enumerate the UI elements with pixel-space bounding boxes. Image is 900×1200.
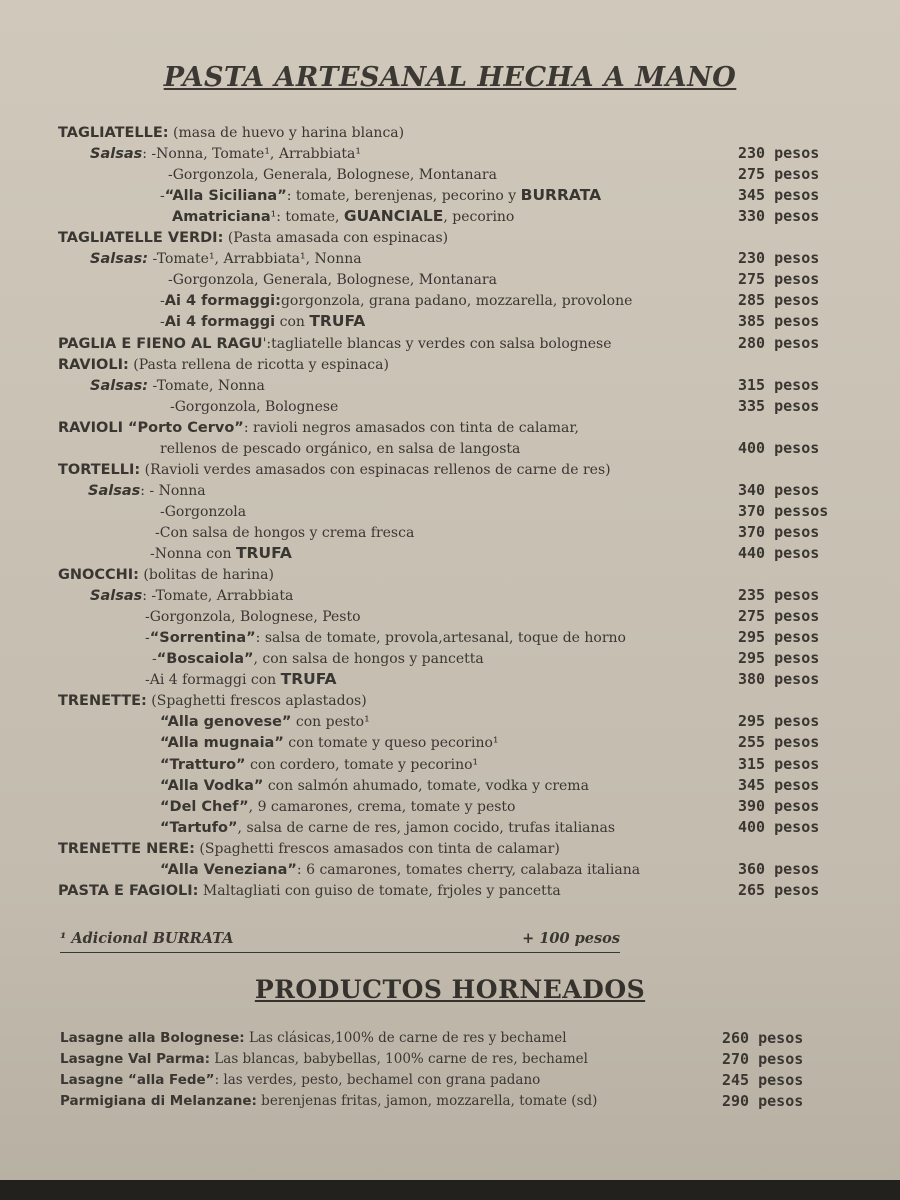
item-description: -Con salsa de hongos y crema fresca bbox=[155, 524, 415, 541]
menu-item-text bbox=[160, 796, 515, 818]
menu-item-text bbox=[88, 480, 206, 502]
item-price: 370 pessos bbox=[738, 501, 829, 520]
menu-item-text bbox=[58, 227, 448, 249]
menu-item-row bbox=[0, 206, 900, 227]
menu-item-text bbox=[160, 817, 615, 839]
item-name: “Alla Vodka” bbox=[160, 777, 264, 794]
item-description: (Pasta amasada con espinacas) bbox=[223, 230, 449, 247]
item-description: : ravioli negros amasados con tinta de calamar, bbox=[243, 419, 579, 436]
item-price: 345 pesos bbox=[738, 775, 820, 794]
item-price: 230 pesos bbox=[738, 144, 820, 163]
baked-item-name: Parmigiana di Melanzane: bbox=[60, 1093, 257, 1109]
menu-item-text bbox=[58, 880, 561, 902]
item-description: ¹: tomate, bbox=[270, 209, 344, 226]
item-description: (Ravioli verdes amasados con espinacas rellenos de carne de res) bbox=[140, 461, 611, 478]
menu-item-row bbox=[0, 311, 900, 332]
item-name: “Tratturo” bbox=[160, 756, 246, 773]
item-price: 255 pesos bbox=[738, 733, 820, 752]
menu-item-text bbox=[58, 122, 404, 144]
menu-item-row bbox=[0, 375, 900, 396]
menu-item-row bbox=[0, 480, 900, 501]
item-dash: - bbox=[160, 188, 165, 205]
menu-item-row bbox=[0, 522, 900, 543]
item-price: 380 pesos bbox=[738, 670, 820, 689]
item-highlight: TRUFA bbox=[280, 670, 337, 689]
menu-item-row bbox=[0, 122, 900, 143]
footnote-price: + 100 pesos bbox=[522, 930, 620, 947]
item-name: PASTA E FAGIOLI: bbox=[58, 882, 199, 899]
menu-item-text bbox=[152, 648, 484, 670]
menu-item-text bbox=[58, 564, 274, 586]
menu-item-row bbox=[0, 143, 900, 164]
item-price: 315 pesos bbox=[738, 754, 820, 773]
menu-item-text bbox=[58, 459, 611, 481]
baked-item-text bbox=[60, 1028, 567, 1049]
menu-item-row bbox=[0, 185, 900, 206]
item-description: -Gorgonzola, Bolognese bbox=[170, 398, 339, 415]
menu-item-row bbox=[0, 396, 900, 417]
menu-item-row bbox=[0, 438, 900, 459]
baked-item-text bbox=[60, 1049, 588, 1070]
item-description: con cordero, tomate y pecorino¹ bbox=[245, 756, 479, 773]
baked-item-row bbox=[0, 1028, 900, 1049]
item-description: : tomate, berenjenas, pecorino y bbox=[286, 188, 521, 205]
item-name: Amatriciana bbox=[172, 209, 271, 226]
menu-item-row bbox=[0, 859, 900, 880]
baked-item-row bbox=[0, 1070, 900, 1091]
menu-item-text bbox=[160, 501, 246, 523]
item-description: Maltagliati con guiso de tomate, frjoles y pancetta bbox=[198, 882, 561, 899]
baked-item-name: Lasagne “alla Fede” bbox=[60, 1072, 215, 1088]
menu-item-text bbox=[168, 269, 497, 291]
baked-item-name: Lasagne alla Bolognese: bbox=[60, 1030, 245, 1046]
menu-item-row bbox=[0, 775, 900, 796]
item-price: 360 pesos bbox=[738, 859, 820, 878]
item-description: , salsa de carne de res, jamon cocido, trufas italianas bbox=[237, 819, 616, 836]
item-description: : -Tomate, Arrabbiata bbox=[142, 588, 294, 605]
item-description: con bbox=[275, 314, 310, 331]
item-description: , 9 camarones, crema, tomate y pesto bbox=[248, 798, 516, 815]
item-price: 275 pesos bbox=[738, 270, 820, 289]
footnote bbox=[60, 930, 620, 953]
baked-item-description: Las blancas, babybellas, 100% carne de res, bechamel bbox=[210, 1051, 588, 1067]
item-name: TORTELLI: bbox=[58, 461, 141, 478]
item-name: RAVIOLI “Porto Cervo” bbox=[58, 419, 244, 436]
item-name: TRENETTE NERE: bbox=[58, 840, 195, 857]
item-price: 275 pesos bbox=[738, 165, 820, 184]
item-description: -Nonna con bbox=[150, 546, 236, 562]
item-description: , con salsa de hongos y pancetta bbox=[253, 651, 484, 668]
menu-item-text bbox=[160, 859, 640, 881]
sauce-label: Salsas: bbox=[90, 377, 149, 394]
menu-item-text bbox=[170, 396, 338, 418]
item-description: -Ai 4 formaggi con bbox=[145, 672, 281, 689]
footnote-label: ¹ Adicional BURRATA bbox=[60, 930, 234, 947]
item-description: : 6 camarones, tomates cherry, calabaza italiana bbox=[296, 861, 641, 878]
item-description: ':tagliatelle blancas y verdes con salsa bolognese bbox=[262, 335, 612, 352]
menu-item-row bbox=[0, 627, 900, 648]
item-price: 280 pesos bbox=[738, 333, 820, 352]
item-highlight: TRUFA bbox=[309, 312, 366, 331]
menu-item-text bbox=[160, 711, 370, 733]
menu-item-row bbox=[0, 290, 900, 311]
menu-item-row bbox=[0, 817, 900, 838]
menu-item-text bbox=[145, 669, 337, 691]
item-price: 345 pesos bbox=[738, 186, 820, 205]
baked-item-price: 290 pesos bbox=[722, 1092, 804, 1110]
menu-item-row bbox=[0, 459, 900, 480]
menu-item-text bbox=[150, 543, 292, 565]
item-name: “Tartufo” bbox=[160, 819, 238, 836]
item-name: GNOCCHI: bbox=[58, 567, 139, 584]
table-surface bbox=[0, 1180, 900, 1200]
menu-item-text bbox=[160, 754, 478, 776]
menu-item-row bbox=[0, 732, 900, 753]
item-price: 385 pesos bbox=[738, 312, 820, 331]
baked-item-row bbox=[0, 1049, 900, 1070]
item-name: “Boscaiola” bbox=[156, 651, 254, 668]
menu-item-text bbox=[90, 143, 361, 165]
item-dash: - bbox=[152, 651, 157, 668]
baked-item-text bbox=[60, 1091, 597, 1112]
item-description: rellenos de pescado orgánico, en salsa de langosta bbox=[160, 440, 521, 457]
menu-item-row bbox=[0, 606, 900, 627]
menu-item-row bbox=[0, 711, 900, 732]
item-price: 400 pesos bbox=[738, 817, 820, 836]
menu-item-row bbox=[0, 269, 900, 290]
sauce-label: Salsas bbox=[88, 482, 141, 499]
item-highlight: GUANCIALE bbox=[343, 207, 444, 226]
menu-item-text bbox=[58, 417, 579, 439]
item-description: : -Nonna, Tomate¹, Arrabbiata¹ bbox=[142, 146, 362, 163]
menu-item-text bbox=[160, 775, 589, 797]
item-description: : salsa de tomate, provola,artesanal, toque de horno bbox=[255, 630, 626, 647]
menu-item-text bbox=[90, 375, 265, 397]
menu-item-text bbox=[58, 690, 367, 712]
sauce-label: Salsas: bbox=[90, 251, 149, 268]
menu-item-row bbox=[0, 501, 900, 522]
baked-item-price: 270 pesos bbox=[722, 1050, 804, 1068]
sauce-label: Salsas bbox=[90, 146, 143, 163]
baked-item-description: Las clásicas,100% de carne de res y bechamel bbox=[244, 1030, 567, 1046]
item-highlight: TRUFA bbox=[235, 544, 292, 562]
item-description: (bolitas de harina) bbox=[138, 567, 274, 584]
item-name: TAGLIATELLE: bbox=[58, 125, 169, 141]
menu-item-text bbox=[155, 522, 414, 544]
item-price: 265 pesos bbox=[738, 880, 820, 899]
item-description: con pesto¹ bbox=[291, 714, 370, 731]
baked-item-row bbox=[0, 1091, 900, 1112]
menu-item-text bbox=[160, 438, 520, 460]
item-name: “Del Chef” bbox=[160, 798, 249, 815]
menu-item-text bbox=[160, 732, 499, 754]
item-description: : - Nonna bbox=[140, 482, 206, 499]
menu-item-text bbox=[90, 248, 362, 270]
menu-item-row bbox=[0, 417, 900, 438]
item-description-tail: , pecorino bbox=[443, 209, 515, 226]
menu-item-row bbox=[0, 690, 900, 711]
menu-item-row bbox=[0, 564, 900, 585]
item-description: -Tomate, Nonna bbox=[148, 377, 265, 394]
baked-item-text bbox=[60, 1070, 540, 1091]
menu-item-row bbox=[0, 585, 900, 606]
item-dash: - bbox=[145, 630, 150, 647]
item-description: (Spaghetti frescos aplastados) bbox=[146, 693, 367, 710]
item-description: -Gorgonzola, Bolognese, Pesto bbox=[145, 609, 361, 626]
menu-item-row bbox=[0, 333, 900, 354]
item-name: “Alla Veneziana” bbox=[160, 861, 297, 878]
menu-item-text bbox=[90, 585, 293, 607]
menu-item-row bbox=[0, 754, 900, 775]
menu-item-text bbox=[58, 354, 389, 376]
item-name: Ai 4 formaggi bbox=[164, 314, 276, 331]
item-price: 295 pesos bbox=[738, 712, 820, 731]
item-description: -Gorgonzola, Generala, Bolognese, Montanara bbox=[168, 272, 497, 289]
item-name: RAVIOLI: bbox=[58, 356, 129, 373]
menu-item-text bbox=[145, 627, 626, 649]
menu-item-text bbox=[172, 206, 514, 228]
item-name: TAGLIATELLE VERDI: bbox=[58, 230, 224, 247]
item-description: (Pasta rellena de ricotta y espinaca) bbox=[128, 356, 389, 373]
menu-item-text bbox=[58, 838, 560, 860]
item-price: 295 pesos bbox=[738, 649, 820, 668]
menu-item-row bbox=[0, 838, 900, 859]
item-dash: - bbox=[160, 293, 165, 310]
sauce-label: Salsas bbox=[90, 588, 143, 605]
item-description: gorgonzola, grana padano, mozzarella, provolone bbox=[280, 293, 633, 310]
item-price: 285 pesos bbox=[738, 291, 820, 310]
baked-item-name: Lasagne Val Parma: bbox=[60, 1051, 211, 1067]
item-price: 390 pesos bbox=[738, 796, 820, 815]
item-price: 230 pesos bbox=[738, 249, 820, 268]
item-price: 340 pesos bbox=[738, 480, 820, 499]
item-description: con tomate y queso pecorino¹ bbox=[283, 735, 499, 752]
item-name: TRENETTE: bbox=[58, 693, 147, 710]
item-name: “Alla genovese” bbox=[160, 714, 292, 731]
menu-item-text bbox=[58, 333, 612, 355]
menu-item-text bbox=[160, 290, 632, 312]
menu-item-row bbox=[0, 880, 900, 901]
baked-item-description: berenjenas fritas, jamon, mozzarella, tomate (sd) bbox=[256, 1093, 598, 1109]
menu-item-row bbox=[0, 248, 900, 269]
menu-item-row bbox=[0, 354, 900, 375]
menu-item-row bbox=[0, 648, 900, 669]
item-description: -Tomate¹, Arrabbiata¹, Nonna bbox=[148, 251, 362, 268]
item-price: 330 pesos bbox=[738, 207, 820, 226]
menu-item-text bbox=[145, 606, 361, 628]
item-price: 295 pesos bbox=[738, 628, 820, 647]
menu-item-row bbox=[0, 164, 900, 185]
item-name: PAGLIA E FIENO AL RAGU bbox=[58, 335, 263, 352]
item-dash: - bbox=[160, 314, 165, 331]
item-description: con salmón ahumado, tomate, vodka y crema bbox=[263, 777, 589, 794]
item-name: “Alla mugnaia” bbox=[160, 735, 284, 752]
item-name: Ai 4 formaggi: bbox=[164, 293, 281, 310]
item-price: 400 pesos bbox=[738, 438, 820, 457]
menu-item-row bbox=[0, 669, 900, 690]
menu-item-row bbox=[0, 543, 900, 564]
item-price: 335 pesos bbox=[738, 396, 820, 415]
menu-item-text bbox=[168, 164, 497, 186]
item-description: (Spaghetti frescos amasados con tinta de calamar) bbox=[194, 840, 560, 857]
item-description: -Gorgonzola bbox=[160, 503, 247, 520]
item-name: “Alla Siciliana” bbox=[164, 188, 287, 205]
menu-item-row bbox=[0, 227, 900, 248]
item-price: 275 pesos bbox=[738, 607, 820, 626]
menu-item-text bbox=[160, 311, 365, 333]
item-highlight: BURRATA bbox=[520, 186, 602, 205]
baked-title: PRODUCTOS HORNEADOS bbox=[254, 975, 646, 1004]
item-description: (masa de huevo y harina blanca) bbox=[168, 125, 405, 141]
item-price: 370 pesos bbox=[738, 522, 820, 541]
baked-item-price: 245 pesos bbox=[722, 1071, 804, 1089]
baked-item-description: : las verdes, pesto, bechamel con grana padano bbox=[214, 1072, 541, 1088]
baked-item-price: 260 pesos bbox=[722, 1029, 804, 1047]
item-price: 315 pesos bbox=[738, 375, 820, 394]
menu-item-text bbox=[160, 185, 601, 207]
menu-item-row bbox=[0, 796, 900, 817]
item-description: -Gorgonzola, Generala, Bolognese, Montanara bbox=[168, 167, 497, 184]
item-price: 235 pesos bbox=[738, 586, 820, 605]
item-price: 440 pesos bbox=[738, 544, 820, 562]
item-name: “Sorrentina” bbox=[149, 630, 256, 647]
menu-title: PASTA ARTESANAL HECHA A MANO bbox=[163, 62, 737, 93]
